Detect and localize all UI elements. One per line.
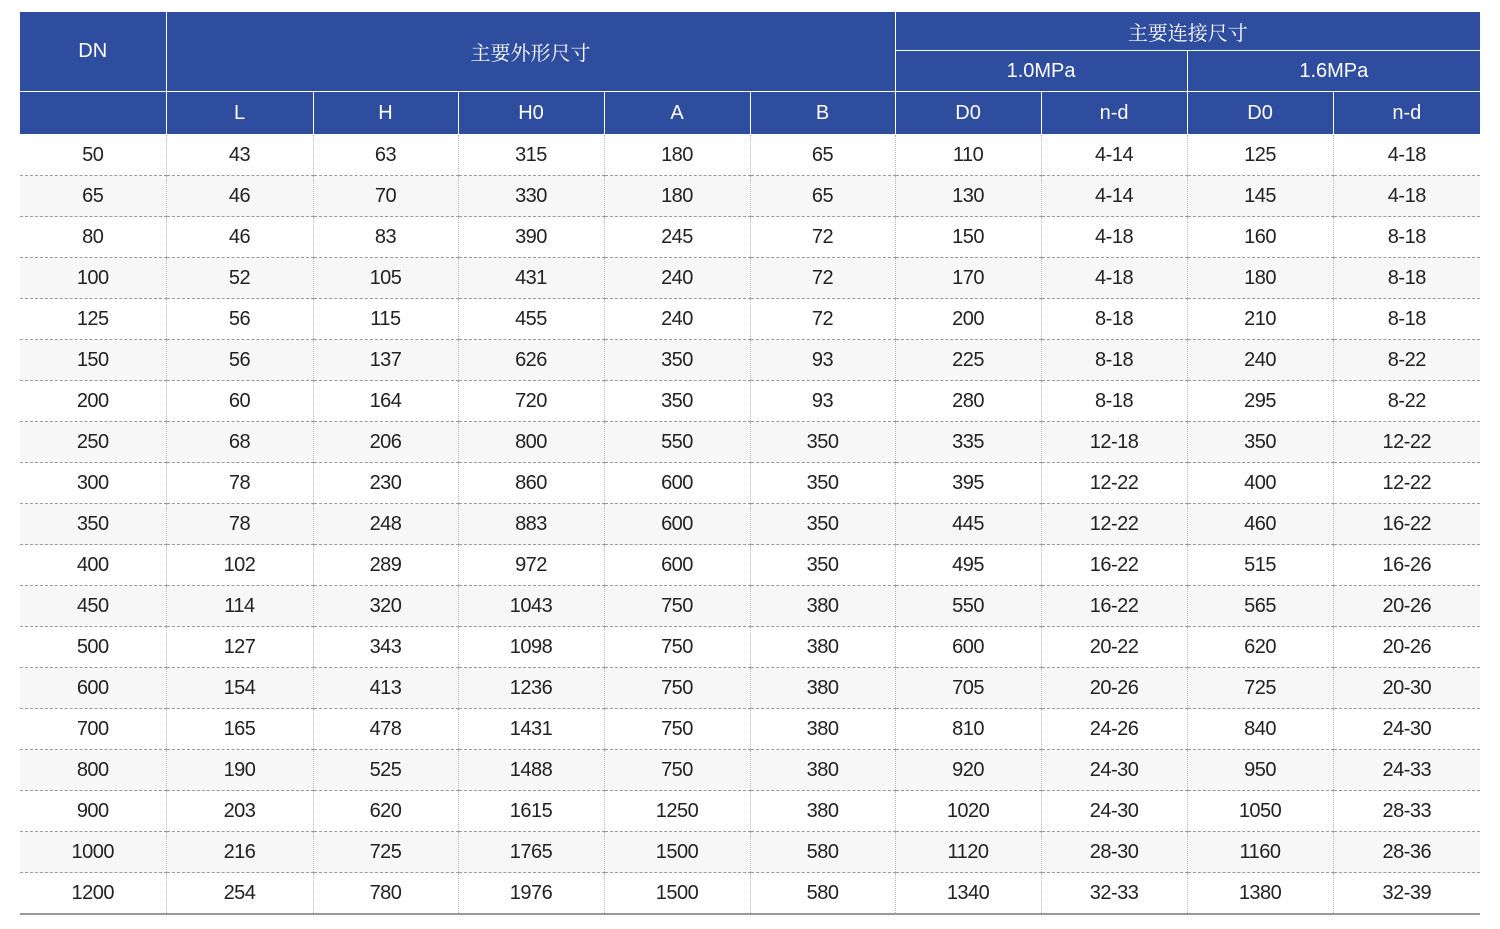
cell-nd-16mpa: 8-18 [1333,217,1480,258]
table-row [20,750,1480,791]
cell-nd-16mpa: 12-22 [1333,463,1480,504]
table-row [20,422,1480,463]
cell-dn: 125 [20,299,166,340]
table-row [20,668,1480,709]
cell-nd-16mpa: 24-33 [1333,750,1480,791]
cell-d0-16mpa: 620 [1187,627,1333,668]
table-row [20,463,1480,504]
cell-d0-16mpa: 840 [1187,709,1333,750]
cell-nd-16mpa: 28-36 [1333,832,1480,873]
cell-h: 620 [313,791,458,832]
cell-d0-1mpa: 280 [895,381,1041,422]
cell-l: 68 [166,422,313,463]
cell-d0-1mpa: 110 [895,135,1041,176]
cell-a: 350 [604,340,750,381]
cell-l: 46 [166,176,313,217]
cell-nd-16mpa: 32-39 [1333,873,1480,915]
cell-l: 43 [166,135,313,176]
cell-b: 380 [750,627,895,668]
cell-h0: 1765 [458,832,604,873]
cell-d0-1mpa: 705 [895,668,1041,709]
cell-d0-16mpa: 145 [1187,176,1333,217]
cell-h: 343 [313,627,458,668]
cell-nd-16mpa: 20-26 [1333,627,1480,668]
cell-l: 56 [166,299,313,340]
table-row [20,832,1480,873]
cell-nd-16mpa: 28-33 [1333,791,1480,832]
cell-l: 78 [166,463,313,504]
cell-h0: 1043 [458,586,604,627]
cell-h: 83 [313,217,458,258]
header-pressure-1-0mpa: 1.0MPa [895,51,1187,92]
header-col-d0-1mpa: D0 [895,92,1041,135]
cell-h0: 1976 [458,873,604,915]
cell-nd-16mpa: 16-22 [1333,504,1480,545]
cell-h: 206 [313,422,458,463]
header-col-b: B [750,92,895,135]
cell-d0-16mpa: 180 [1187,258,1333,299]
cell-l: 102 [166,545,313,586]
cell-a: 600 [604,545,750,586]
cell-d0-16mpa: 125 [1187,135,1333,176]
header-col-nd-1mpa: n-d [1041,92,1187,135]
header-connection-dimensions: 主要连接尺寸 [895,12,1480,51]
cell-a: 1500 [604,873,750,915]
cell-a: 600 [604,463,750,504]
cell-dn: 1200 [20,873,166,915]
cell-nd-16mpa: 4-18 [1333,135,1480,176]
cell-h0: 1615 [458,791,604,832]
cell-d0-1mpa: 335 [895,422,1041,463]
cell-h0: 1488 [458,750,604,791]
cell-a: 750 [604,709,750,750]
cell-d0-16mpa: 565 [1187,586,1333,627]
cell-b: 580 [750,832,895,873]
cell-nd-16mpa: 24-30 [1333,709,1480,750]
cell-d0-1mpa: 550 [895,586,1041,627]
cell-a: 350 [604,381,750,422]
cell-d0-16mpa: 515 [1187,545,1333,586]
cell-l: 60 [166,381,313,422]
cell-l: 46 [166,217,313,258]
cell-nd-16mpa: 8-22 [1333,381,1480,422]
cell-b: 65 [750,135,895,176]
cell-d0-1mpa: 1120 [895,832,1041,873]
cell-h: 248 [313,504,458,545]
table-row [20,340,1480,381]
cell-d0-1mpa: 150 [895,217,1041,258]
cell-nd-1mpa: 12-18 [1041,422,1187,463]
cell-nd-16mpa: 8-18 [1333,299,1480,340]
cell-d0-1mpa: 1020 [895,791,1041,832]
cell-nd-1mpa: 16-22 [1041,586,1187,627]
cell-nd-1mpa: 24-26 [1041,709,1187,750]
cell-d0-16mpa: 160 [1187,217,1333,258]
cell-h0: 800 [458,422,604,463]
header-dn-blank [20,92,166,135]
cell-dn: 350 [20,504,166,545]
table-header [20,12,1480,135]
cell-dn: 450 [20,586,166,627]
cell-nd-16mpa: 4-18 [1333,176,1480,217]
table-row [20,299,1480,340]
table-row [20,545,1480,586]
cell-b: 580 [750,873,895,915]
cell-dn: 600 [20,668,166,709]
cell-h: 525 [313,750,458,791]
cell-nd-16mpa: 8-18 [1333,258,1480,299]
cell-nd-1mpa: 20-22 [1041,627,1187,668]
cell-dn: 150 [20,340,166,381]
cell-a: 240 [604,258,750,299]
dimension-table [20,12,1480,915]
table-row [20,176,1480,217]
cell-h0: 883 [458,504,604,545]
cell-d0-16mpa: 950 [1187,750,1333,791]
cell-d0-16mpa: 460 [1187,504,1333,545]
table-row [20,381,1480,422]
cell-dn: 1000 [20,832,166,873]
table-row [20,873,1480,915]
cell-l: 165 [166,709,313,750]
cell-h: 320 [313,586,458,627]
cell-nd-1mpa: 8-18 [1041,381,1187,422]
cell-d0-16mpa: 1160 [1187,832,1333,873]
cell-a: 240 [604,299,750,340]
cell-dn: 80 [20,217,166,258]
cell-nd-16mpa: 16-26 [1333,545,1480,586]
cell-b: 380 [750,668,895,709]
cell-h: 478 [313,709,458,750]
cell-nd-1mpa: 4-18 [1041,258,1187,299]
cell-nd-1mpa: 16-22 [1041,545,1187,586]
cell-a: 550 [604,422,750,463]
cell-nd-1mpa: 4-14 [1041,176,1187,217]
cell-dn: 250 [20,422,166,463]
cell-nd-1mpa: 4-14 [1041,135,1187,176]
table-row [20,791,1480,832]
cell-dn: 500 [20,627,166,668]
table-row [20,217,1480,258]
cell-d0-16mpa: 400 [1187,463,1333,504]
header-col-nd-16mpa: n-d [1333,92,1480,135]
cell-d0-16mpa: 240 [1187,340,1333,381]
cell-d0-1mpa: 1340 [895,873,1041,915]
table-row [20,709,1480,750]
cell-a: 180 [604,176,750,217]
cell-l: 216 [166,832,313,873]
cell-l: 203 [166,791,313,832]
cell-b: 72 [750,217,895,258]
cell-h0: 860 [458,463,604,504]
cell-h0: 455 [458,299,604,340]
cell-nd-1mpa: 24-30 [1041,791,1187,832]
cell-b: 350 [750,463,895,504]
table-row [20,586,1480,627]
cell-nd-1mpa: 12-22 [1041,463,1187,504]
cell-d0-16mpa: 350 [1187,422,1333,463]
table-row [20,627,1480,668]
cell-b: 93 [750,340,895,381]
cell-dn: 200 [20,381,166,422]
cell-dn: 400 [20,545,166,586]
dimension-table-container [20,12,1480,915]
cell-dn: 65 [20,176,166,217]
cell-d0-16mpa: 1050 [1187,791,1333,832]
cell-d0-1mpa: 920 [895,750,1041,791]
cell-dn: 900 [20,791,166,832]
cell-nd-1mpa: 32-33 [1041,873,1187,915]
cell-h: 63 [313,135,458,176]
cell-d0-16mpa: 1380 [1187,873,1333,915]
cell-h: 70 [313,176,458,217]
cell-l: 127 [166,627,313,668]
cell-a: 245 [604,217,750,258]
cell-nd-1mpa: 8-18 [1041,340,1187,381]
table-row [20,258,1480,299]
cell-d0-16mpa: 725 [1187,668,1333,709]
cell-b: 350 [750,545,895,586]
cell-d0-1mpa: 130 [895,176,1041,217]
header-pressure-1-6mpa: 1.6MPa [1187,51,1480,92]
cell-h: 105 [313,258,458,299]
cell-a: 750 [604,627,750,668]
cell-d0-1mpa: 600 [895,627,1041,668]
cell-nd-1mpa: 4-18 [1041,217,1187,258]
header-col-l: L [166,92,313,135]
cell-dn: 300 [20,463,166,504]
cell-l: 78 [166,504,313,545]
cell-a: 750 [604,668,750,709]
header-col-a: A [604,92,750,135]
table-row [20,135,1480,176]
cell-a: 1250 [604,791,750,832]
table-body [20,135,1480,915]
cell-nd-16mpa: 12-22 [1333,422,1480,463]
cell-b: 65 [750,176,895,217]
cell-d0-16mpa: 295 [1187,381,1333,422]
cell-d0-1mpa: 445 [895,504,1041,545]
table-row [20,504,1480,545]
cell-l: 190 [166,750,313,791]
cell-a: 750 [604,586,750,627]
cell-h0: 972 [458,545,604,586]
cell-l: 52 [166,258,313,299]
cell-d0-1mpa: 200 [895,299,1041,340]
cell-h0: 720 [458,381,604,422]
cell-a: 600 [604,504,750,545]
cell-dn: 700 [20,709,166,750]
cell-h: 780 [313,873,458,915]
cell-nd-16mpa: 20-30 [1333,668,1480,709]
cell-b: 72 [750,258,895,299]
cell-dn: 800 [20,750,166,791]
cell-b: 380 [750,750,895,791]
header-col-h0: H0 [458,92,604,135]
cell-l: 56 [166,340,313,381]
cell-h: 230 [313,463,458,504]
cell-a: 180 [604,135,750,176]
cell-h: 289 [313,545,458,586]
cell-h0: 626 [458,340,604,381]
cell-b: 93 [750,381,895,422]
cell-h0: 1236 [458,668,604,709]
cell-a: 750 [604,750,750,791]
cell-h0: 431 [458,258,604,299]
cell-d0-1mpa: 225 [895,340,1041,381]
cell-h0: 390 [458,217,604,258]
cell-d0-1mpa: 395 [895,463,1041,504]
cell-h: 115 [313,299,458,340]
cell-l: 154 [166,668,313,709]
cell-nd-1mpa: 20-26 [1041,668,1187,709]
cell-b: 350 [750,504,895,545]
cell-b: 380 [750,791,895,832]
header-col-d0-16mpa: D0 [1187,92,1333,135]
cell-nd-1mpa: 12-22 [1041,504,1187,545]
cell-h: 164 [313,381,458,422]
header-main-dimensions: 主要外形尺寸 [166,12,895,92]
cell-d0-1mpa: 495 [895,545,1041,586]
cell-nd-16mpa: 20-26 [1333,586,1480,627]
cell-a: 1500 [604,832,750,873]
cell-b: 380 [750,586,895,627]
cell-b: 380 [750,709,895,750]
cell-nd-1mpa: 8-18 [1041,299,1187,340]
cell-nd-1mpa: 24-30 [1041,750,1187,791]
cell-nd-1mpa: 28-30 [1041,832,1187,873]
header-dn: DN [20,12,166,92]
cell-d0-1mpa: 170 [895,258,1041,299]
cell-h0: 1431 [458,709,604,750]
cell-d0-1mpa: 810 [895,709,1041,750]
cell-l: 254 [166,873,313,915]
cell-dn: 100 [20,258,166,299]
cell-h: 137 [313,340,458,381]
cell-b: 72 [750,299,895,340]
cell-h: 413 [313,668,458,709]
cell-h0: 1098 [458,627,604,668]
cell-h: 725 [313,832,458,873]
header-col-h: H [313,92,458,135]
cell-h0: 315 [458,135,604,176]
cell-dn: 50 [20,135,166,176]
cell-b: 350 [750,422,895,463]
cell-nd-16mpa: 8-22 [1333,340,1480,381]
cell-d0-16mpa: 210 [1187,299,1333,340]
cell-h0: 330 [458,176,604,217]
cell-l: 114 [166,586,313,627]
